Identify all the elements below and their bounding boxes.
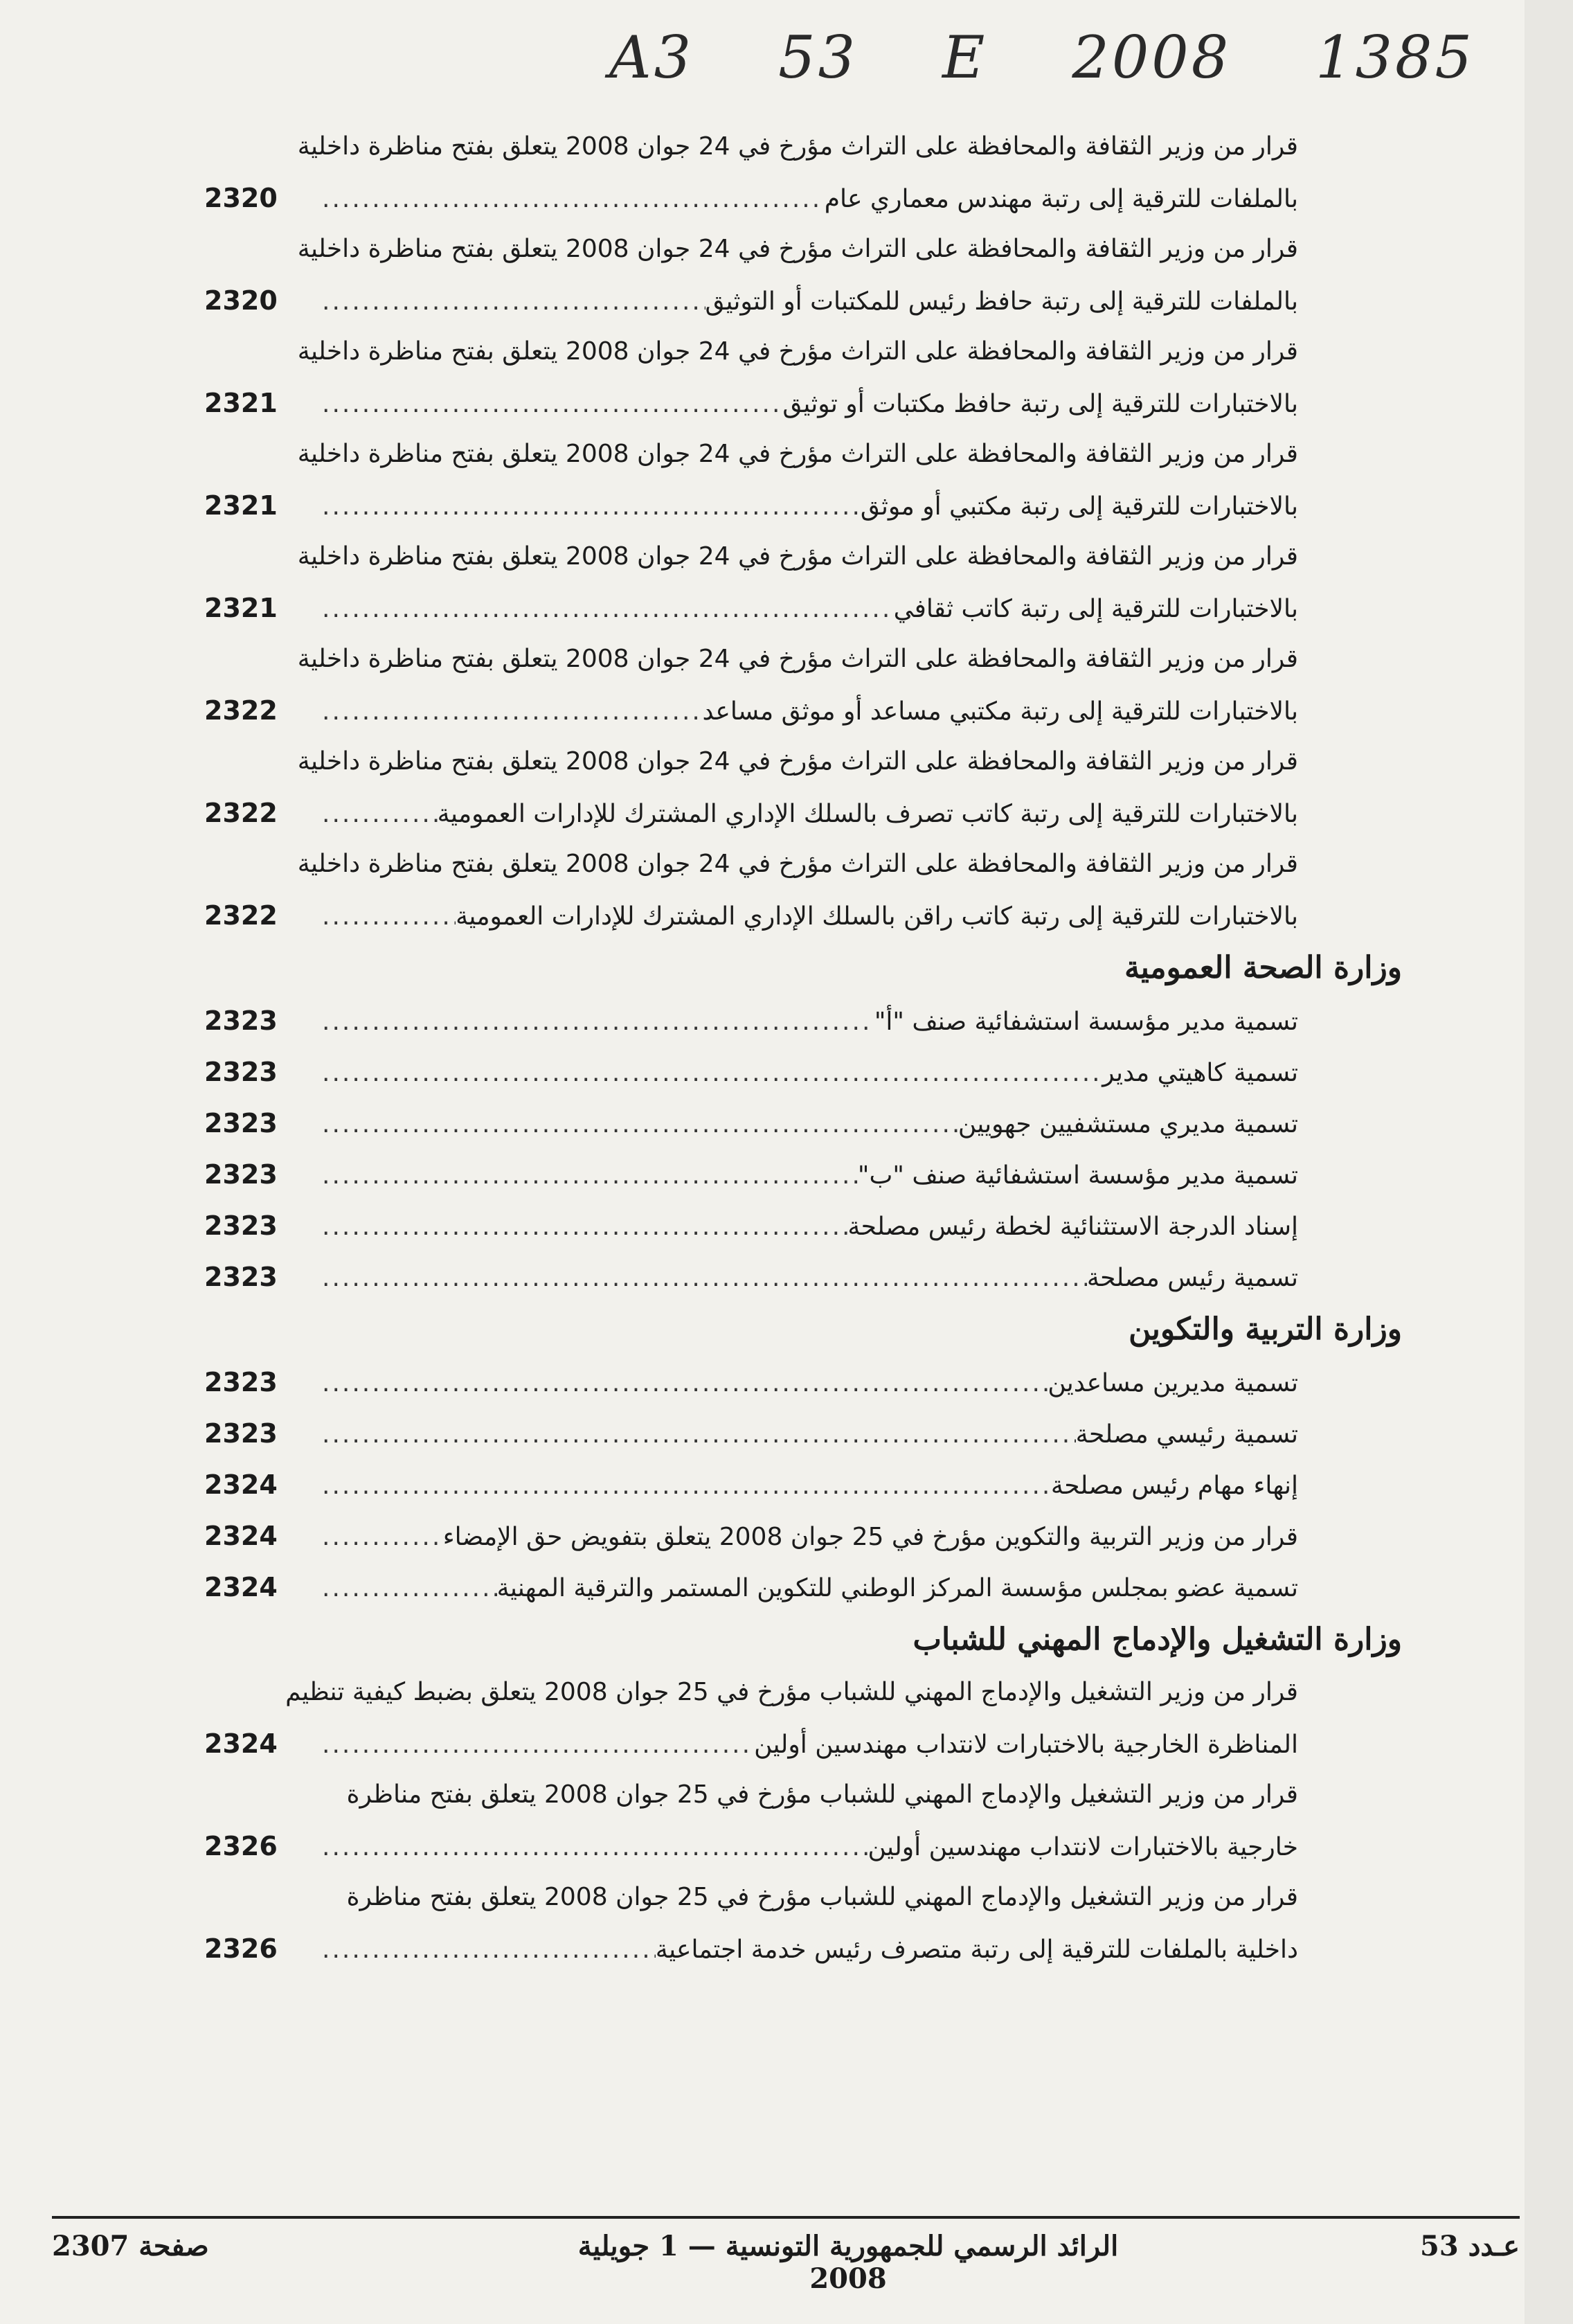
entry-text-line: قرار من وزير الثقافة والمحافظة على التراث مؤرخ في 24 جوان 2008 يتعلق بفتح مناظرة داخلية — [297, 132, 1298, 161]
toc-entry — [204, 1098, 1298, 1149]
entry-title: داخلية بالملفات للترقية إلى رتبة متصرف رئيس خدمة اجتماعية — [655, 1936, 1298, 1964]
entry-page-number: 2326 — [204, 1933, 278, 1964]
leader-dots — [322, 1201, 847, 1253]
entry-final-line — [204, 995, 1298, 1046]
leader-dots — [322, 1253, 1087, 1304]
entry-title: بالاختبارات للترقية إلى رتبة حافظ مكتبات أو توثيق — [782, 390, 1298, 418]
toc-entry — [204, 1046, 1298, 1098]
toc-entry — [204, 995, 1298, 1046]
entry-final-line — [204, 377, 1298, 429]
leader-dots — [322, 891, 456, 942]
entry-page-number: 2324 — [204, 1572, 278, 1602]
entry-final-line — [204, 582, 1298, 634]
leader-dots — [322, 996, 874, 1048]
entry-page-number: 2323 — [204, 1262, 278, 1292]
entry-title: المناظرة الخارجية بالاختبارات لانتداب مهندسين أولين — [754, 1731, 1298, 1759]
entry-text-line: قرار من وزير الثقافة والمحافظة على التراث مؤرخ في 24 جوان 2008 يتعلق بفتح مناظرة داخلية — [297, 440, 1298, 468]
leader-dots — [322, 1512, 443, 1563]
handwritten-token: 53 — [778, 24, 859, 91]
entry-final-line — [204, 1821, 1298, 1872]
toc-entry — [204, 1149, 1298, 1200]
entry-title: تسمية مديرين مساعدين — [1048, 1369, 1298, 1397]
leader-dots — [322, 1048, 1102, 1099]
entry-text-line: قرار من وزير الثقافة والمحافظة على التراث مؤرخ في 24 جوان 2008 يتعلق بفتح مناظرة داخلية — [297, 235, 1298, 263]
entry-text-line: قرار من وزير التشغيل والإدماج المهني للشباب مؤرخ في 25 جوان 2008 يتعلق بضبط كيفية تنظيم — [285, 1678, 1298, 1706]
entry-final-line — [204, 1098, 1298, 1149]
entry-page-number: 2324 — [204, 1469, 278, 1500]
entry-text-line: قرار من وزير الثقافة والمحافظة على التراث مؤرخ في 24 جوان 2008 يتعلق بفتح مناظرة داخلية — [297, 542, 1298, 571]
toc-entry — [204, 531, 1298, 634]
footer-page-number: صفحة 2307 — [52, 2230, 209, 2262]
handwritten-token: 2008 — [1072, 24, 1232, 91]
toc-entry — [204, 121, 1298, 224]
entry-text-line: قرار من وزير الثقافة والمحافظة على التراث مؤرخ في 24 جوان 2008 يتعلق بفتح مناظرة داخلية — [297, 645, 1298, 673]
toc-entry — [204, 1667, 1298, 1769]
entry-final-line — [204, 1149, 1298, 1200]
entry-final-line — [204, 1408, 1298, 1459]
leader-dots — [322, 1409, 1076, 1460]
entry-final-line — [204, 1459, 1298, 1510]
entry-title: تسمية مديري مستشفيين جهويين — [958, 1110, 1298, 1138]
footer-divider — [52, 2216, 1520, 2219]
entry-page-number: 2323 — [204, 1159, 278, 1190]
toc-entry — [204, 1200, 1298, 1251]
ministry-heading: وزارة التربية والتكوين — [1129, 1312, 1402, 1347]
leader-dots — [322, 1822, 868, 1873]
entry-title: بالملفات للترقية إلى رتبة مهندس معماري عام — [824, 185, 1298, 213]
toc-entry — [204, 736, 1298, 839]
entry-title: بالاختبارات للترقية إلى رتبة كاتب تصرف بالسلك الإداري المشترك للإدارات العمومية — [437, 800, 1298, 828]
entry-page-number: 2323 — [204, 1057, 278, 1087]
leader-dots — [322, 1150, 858, 1201]
entry-title: تسمية رئيسي مصلحة — [1075, 1420, 1298, 1449]
entry-page-number: 2324 — [204, 1521, 278, 1551]
entry-title: قرار من وزير التربية والتكوين مؤرخ في 25 جوان 2008 يتعلق بتفويض حق الإمضاء — [442, 1523, 1298, 1551]
entry-final-line — [204, 480, 1298, 531]
leader-dots — [322, 1099, 958, 1150]
leader-dots — [322, 174, 825, 225]
entry-page-number: 2321 — [204, 593, 278, 623]
page-footer — [52, 2230, 1520, 2295]
toc-entry — [204, 839, 1298, 941]
entry-title: إسناد الدرجة الاستثنائية لخطة رئيس مصلحة — [847, 1213, 1298, 1241]
entry-final-line — [204, 1251, 1298, 1303]
entry-final-line — [204, 1357, 1298, 1408]
entry-final-line — [204, 1046, 1298, 1098]
entry-title: تسمية عضو بمجلس مؤسسة المركز الوطني للتكوين المستمر والترقية المهنية — [496, 1574, 1298, 1602]
entry-title: بالاختبارات للترقية إلى رتبة كاتب ثقافي — [893, 595, 1298, 623]
toc-entry — [204, 1251, 1298, 1303]
toc-entry — [204, 224, 1298, 326]
leader-dots — [322, 789, 438, 840]
entry-page-number: 2323 — [204, 1108, 278, 1138]
entry-title: بالاختبارات للترقية إلى رتبة كاتب راقن بالسلك الإداري المشترك للإدارات العمومية — [456, 902, 1298, 931]
entry-page-number: 2322 — [204, 900, 278, 931]
footer-journal-title: الرائد الرسمي للجمهورية التونسية — 1 جويلية 2008 — [577, 2230, 1119, 2295]
entry-page-number: 2322 — [204, 695, 278, 726]
entry-page-number: 2320 — [204, 285, 278, 316]
entry-page-number: 2326 — [204, 1831, 278, 1861]
entry-final-line — [204, 172, 1298, 224]
entry-title: تسمية مدير مؤسسة استشفائية صنف "أ" — [874, 1008, 1298, 1036]
toc-entry — [204, 1357, 1298, 1408]
leader-dots — [322, 1358, 1048, 1409]
leader-dots — [322, 379, 782, 430]
leader-dots — [322, 584, 894, 635]
entry-final-line — [204, 1718, 1298, 1769]
handwritten-token: A3 — [609, 24, 694, 91]
entry-title: إنهاء مهام رئيس مصلحة — [1050, 1472, 1298, 1500]
ministry-heading: وزارة التشغيل والإدماج المهني للشباب — [913, 1622, 1402, 1657]
entry-title: خارجية بالاختبارات لانتداب مهندسين أولين — [868, 1833, 1298, 1861]
leader-dots — [322, 1563, 497, 1614]
toc-entry — [204, 326, 1298, 429]
entry-title: تسمية مدير مؤسسة استشفائية صنف "ب" — [857, 1161, 1298, 1190]
toc-entry — [204, 429, 1298, 531]
toc-entry — [204, 1510, 1298, 1562]
handwritten-token: 1385 — [1315, 24, 1475, 91]
entry-final-line — [204, 1510, 1298, 1562]
entry-final-line — [204, 685, 1298, 736]
leader-dots — [322, 1460, 1051, 1512]
toc-entry — [204, 1872, 1298, 1974]
leader-dots — [322, 1924, 656, 1976]
entry-title: بالاختبارات للترقية إلى رتبة مكتبي مساعد أو موثق مساعد — [702, 697, 1298, 726]
toc-entry — [204, 1562, 1298, 1613]
toc-entry — [204, 1459, 1298, 1510]
entry-page-number: 2323 — [204, 1210, 278, 1241]
leader-dots — [322, 686, 702, 738]
entry-text-line: قرار من وزير التشغيل والإدماج المهني للشباب مؤرخ في 25 جوان 2008 يتعلق بفتح مناظرة — [346, 1883, 1298, 1911]
entry-page-number: 2323 — [204, 1367, 278, 1397]
entry-page-number: 2324 — [204, 1728, 278, 1759]
entry-page-number: 2322 — [204, 798, 278, 828]
entry-text-line: قرار من وزير الثقافة والمحافظة على التراث مؤرخ في 24 جوان 2008 يتعلق بفتح مناظرة داخلية — [297, 337, 1298, 366]
footer-issue-number: عـدد 53 — [1420, 2230, 1520, 2262]
leader-dots — [322, 1719, 754, 1771]
entry-final-line — [204, 1200, 1298, 1251]
entry-page-number: 2321 — [204, 388, 278, 418]
entry-page-number: 2323 — [204, 1005, 278, 1036]
toc-entry — [204, 634, 1298, 736]
page-edge-bleed — [1525, 0, 1573, 2324]
leader-dots — [322, 276, 705, 328]
handwritten-token: E — [942, 24, 988, 91]
entry-final-line — [204, 1923, 1298, 1974]
entry-final-line — [204, 275, 1298, 326]
entry-title: تسمية كاهيتي مدير — [1102, 1059, 1298, 1087]
entry-text-line: قرار من وزير التشغيل والإدماج المهني للشباب مؤرخ في 25 جوان 2008 يتعلق بفتح مناظرة — [346, 1780, 1298, 1809]
entry-text-line: قرار من وزير الثقافة والمحافظة على التراث مؤرخ في 24 جوان 2008 يتعلق بفتح مناظرة داخلية — [297, 850, 1298, 878]
entry-page-number: 2320 — [204, 183, 278, 213]
entry-title: بالملفات للترقية إلى رتبة حافظ رئيس للمكتبات أو التوثيق — [705, 287, 1298, 316]
entry-page-number: 2323 — [204, 1418, 278, 1449]
toc-entry — [204, 1769, 1298, 1872]
entry-text-line: قرار من وزير الثقافة والمحافظة على التراث مؤرخ في 24 جوان 2008 يتعلق بفتح مناظرة داخلية — [297, 747, 1298, 776]
entry-title: تسمية رئيس مصلحة — [1086, 1264, 1298, 1292]
entry-final-line — [204, 1562, 1298, 1613]
entry-final-line — [204, 890, 1298, 941]
ministry-heading: وزارة الصحة العمومية — [1124, 950, 1402, 985]
entry-final-line — [204, 787, 1298, 839]
entry-title: بالاختبارات للترقية إلى رتبة مكتبي أو موثق — [860, 492, 1298, 521]
handwritten-annotation — [609, 19, 1475, 96]
leader-dots — [322, 481, 861, 533]
toc-entry — [204, 1408, 1298, 1459]
table-of-contents — [204, 121, 1402, 1974]
entry-page-number: 2321 — [204, 490, 278, 521]
